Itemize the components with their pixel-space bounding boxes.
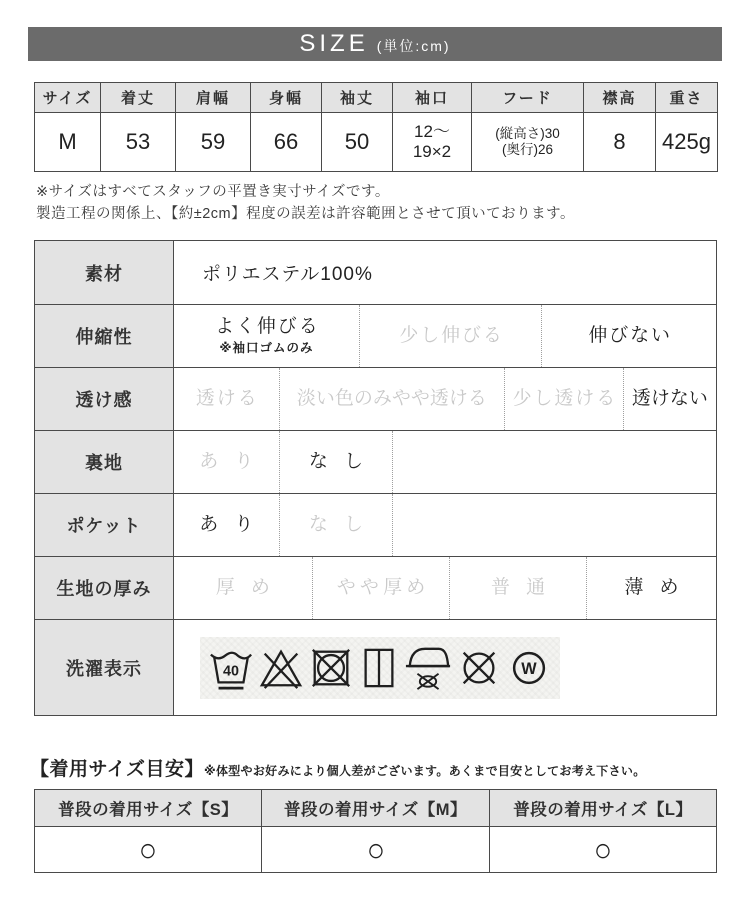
cell-collar: 8 [584, 113, 656, 172]
thickness-option-normal [449, 557, 586, 619]
fit-cell-s [35, 827, 262, 873]
no-tumble-dry-icon [308, 645, 354, 691]
col-header-weight: 重さ [656, 83, 718, 113]
fit-col-header-m: 普段の着用サイズ【M】 [262, 790, 489, 827]
cell-weight: 425g [656, 113, 718, 172]
spec-row-thickness [35, 556, 716, 619]
col-header-length: 着丈 [101, 83, 176, 113]
spec-label-care: 洗濯表示 [35, 620, 174, 715]
spec-label-stretch: 伸縮性 [35, 305, 174, 367]
cell-length: 53 [101, 113, 176, 172]
lining-yes-label: あり [199, 450, 270, 472]
spec-row-sheerness [35, 367, 716, 430]
spec-row-care [35, 619, 716, 715]
lining-filler-cell [392, 431, 716, 493]
sheer-option-none [623, 368, 716, 430]
no-bleach-icon [258, 645, 304, 691]
sheer-sheer-label: 透ける [195, 387, 259, 409]
thickness-slightly-thick-label: やや厚め [336, 576, 430, 598]
fit-cell-l [489, 827, 716, 873]
circle-mark-m: ○ [366, 831, 385, 869]
pocket-option-yes [174, 494, 279, 556]
fit-guide-title: 【着用サイズ目安】 [30, 759, 204, 781]
spec-label-thickness: 生地の厚み [35, 557, 174, 619]
spec-row-material [35, 241, 716, 304]
circle-mark-s: ○ [138, 831, 158, 869]
care-label-photo [200, 637, 560, 699]
cell-width: 66 [251, 113, 322, 172]
col-header-collar: 襟高 [584, 83, 656, 113]
sheer-option-sheer [174, 368, 279, 430]
col-header-size: サイズ [35, 83, 101, 113]
sheer-none-label: 透けない [631, 387, 708, 409]
cell-cuff-line1: 12〜 [414, 121, 450, 141]
fit-guide-note: ※体型やお好みにより個人差がございます。あくまで目安としてお考え下さい。 [203, 764, 646, 779]
col-header-cuff: 袖口 [393, 83, 472, 113]
stretch-option-slight [359, 305, 542, 367]
pocket-filler-cell [392, 494, 716, 556]
spec-row-stretch [35, 304, 716, 367]
thickness-thin-label: 薄め [624, 576, 695, 598]
col-header-shoulder: 肩幅 [176, 83, 251, 113]
no-dry-clean-icon [456, 645, 502, 691]
thickness-option-thin [586, 557, 716, 619]
fit-table-header-row [35, 790, 717, 827]
line-dry-icon [358, 645, 400, 691]
pocket-option-no [279, 494, 393, 556]
fabric-spec-table [34, 240, 717, 716]
cell-cuff-line2: 19×2 [412, 142, 452, 161]
stretch-option-none [541, 305, 716, 367]
cell-sleeve: 50 [322, 113, 393, 172]
spec-label-sheerness: 透け感 [35, 368, 174, 430]
cell-hood-line1: (縦高さ)30 [495, 126, 560, 142]
material-value: ポリエステル100% [202, 264, 373, 286]
cell-size: M [35, 113, 101, 172]
fit-guide-table [34, 789, 717, 873]
circle-mark-l: ○ [593, 831, 612, 869]
thickness-thick-label: 厚め [215, 576, 287, 598]
spec-label-material: 素材 [35, 241, 174, 304]
size-table-header-row [35, 83, 718, 113]
spec-row-lining [35, 430, 716, 493]
stretch-option-high [174, 305, 359, 367]
size-table-data-row [35, 113, 718, 172]
banner-unit: (単位:cm) [376, 37, 451, 54]
lining-option-yes [174, 431, 279, 493]
thickness-option-thick [174, 557, 312, 619]
svg-text:40: 40 [223, 663, 239, 680]
cell-shoulder: 59 [176, 113, 251, 172]
size-note-line2: 製造工程の関係上、【約±2cm】程度の誤差は許容範囲とさせて頂いております。 [36, 206, 575, 223]
col-header-hood: フード [472, 83, 584, 113]
size-spec-page [0, 27, 750, 902]
pocket-yes-label: あり [199, 513, 270, 535]
lining-no-label: なし [308, 450, 380, 472]
wet-clean-w-icon [506, 645, 552, 691]
svg-text:W: W [521, 659, 537, 678]
fit-col-header-l: 普段の着用サイズ【L】 [489, 790, 716, 827]
spec-label-pocket: ポケット [35, 494, 174, 556]
stretch-slight-label: 少し伸びる [399, 324, 504, 346]
size-measurements-table [34, 82, 718, 172]
size-notes [36, 181, 750, 225]
lining-option-no [279, 431, 393, 493]
spec-row-pocket [35, 493, 716, 556]
col-header-sleeve: 袖丈 [322, 83, 393, 113]
fit-guide-heading [30, 754, 750, 781]
fit-table-data-row [35, 827, 717, 873]
care-label-cell [174, 620, 716, 715]
spec-label-lining: 裏地 [35, 431, 174, 493]
iron-and-no-wring-icon [404, 642, 452, 694]
thickness-option-slightly-thick [312, 557, 450, 619]
banner-title: SIZE [299, 30, 369, 57]
fit-col-header-s: 普段の着用サイズ【S】 [35, 790, 262, 827]
cell-hood-line2: (奥行)26 [501, 142, 553, 157]
sheer-slight-label: 少し透ける [512, 387, 618, 409]
wash-40-gentle-icon [208, 643, 254, 693]
stretch-none-label: 伸びない [588, 324, 672, 346]
sheer-option-slight [504, 368, 623, 430]
cell-cuff [393, 113, 472, 172]
sheer-option-light-colors [279, 368, 504, 430]
thickness-normal-label: 普通 [491, 576, 562, 598]
stretch-high-note: ※袖口ゴムのみ [219, 340, 314, 355]
col-header-width: 身幅 [251, 83, 322, 113]
sheer-light-colors-label: 淡い色のみやや透ける [296, 387, 487, 409]
fit-cell-m [262, 827, 489, 873]
cell-hood [472, 113, 584, 172]
stretch-high-label: よく伸びる [215, 316, 320, 338]
size-banner [28, 27, 722, 61]
pocket-no-label: なし [308, 513, 380, 535]
size-note-line1: ※サイズはすべてスタッフの平置き実寸サイズです。 [36, 184, 390, 200]
